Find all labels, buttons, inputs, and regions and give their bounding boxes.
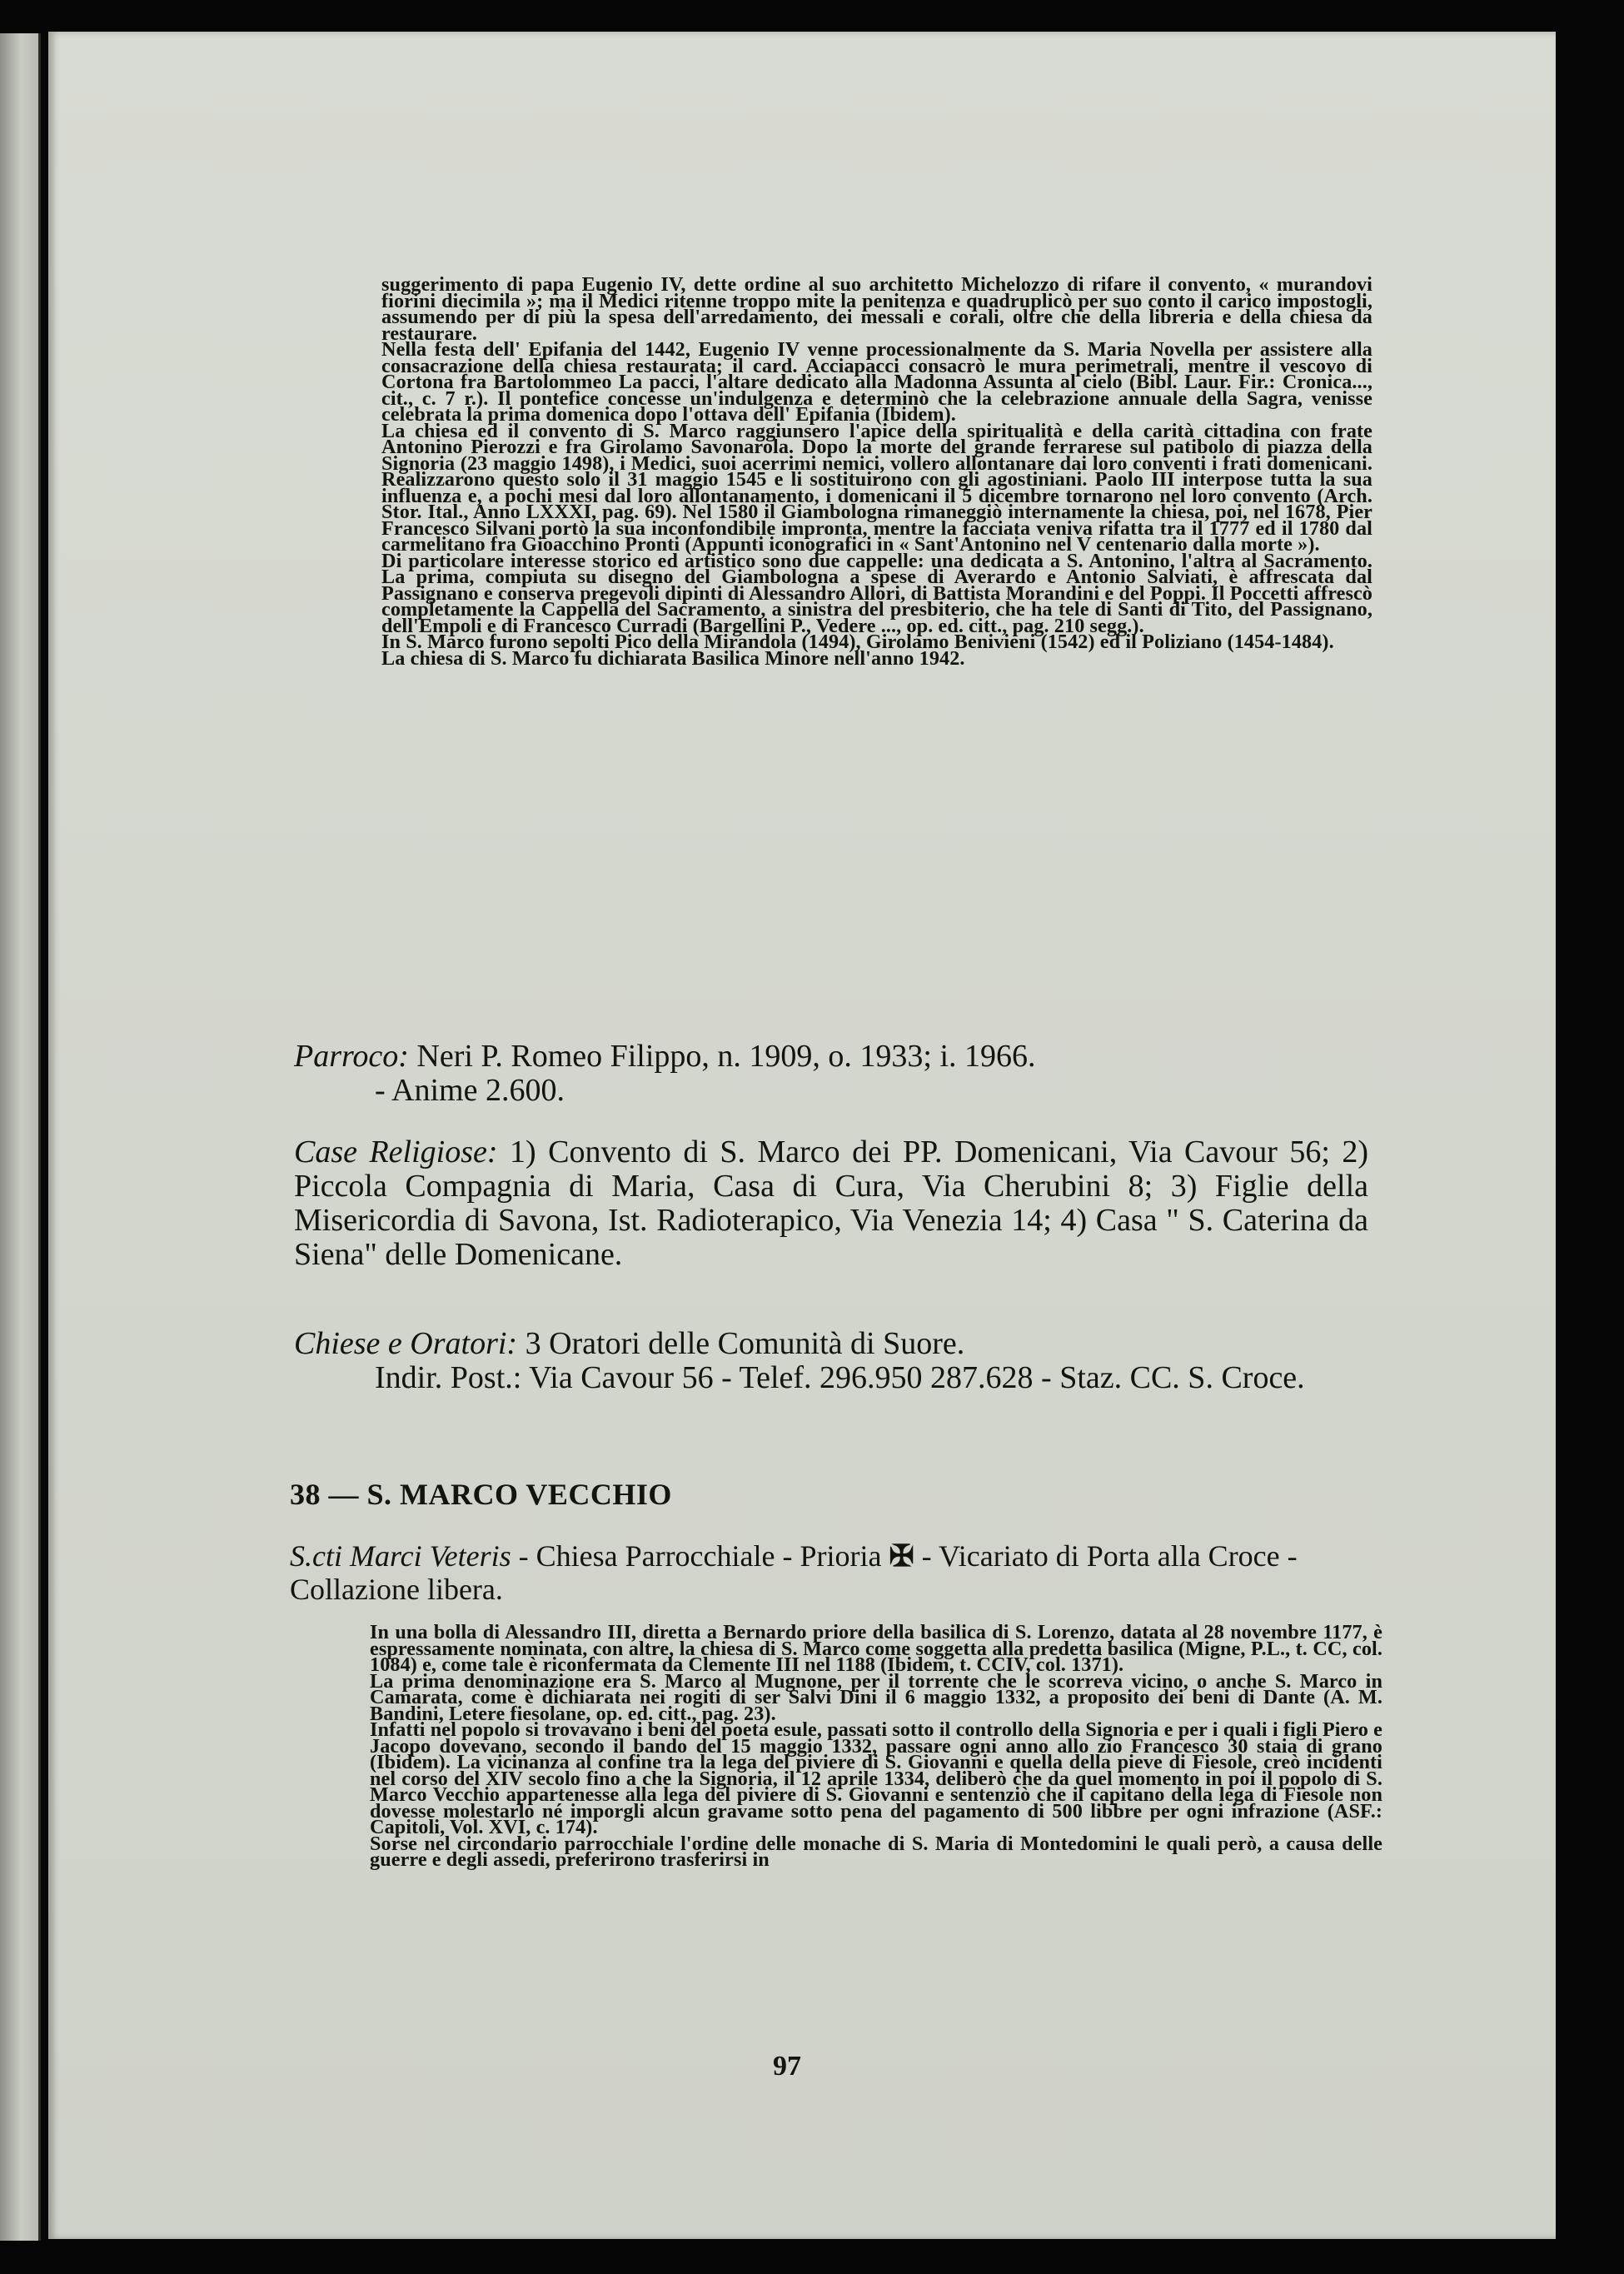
- parroco-text: Neri P. Romeo Filippo, n. 1909, o. 1933; i. 1966.: [416, 1039, 1036, 1074]
- left-page-edge: [0, 33, 41, 2241]
- paragraph: La prima denominazione era S. Marco al Mugnone, per il torrente che le scorreva vicino, o anche S. Marco in Camarata, come è dichiarata nei rogiti di ser Salvi Dini il 6 maggio 1332, a proposito dei beni di Dante (A. M. Bandini, Letere fiesolane, op. ed. citt., pag. 23).: [370, 1669, 1382, 1725]
- chiese-oratori-entry: [294, 1327, 1368, 1395]
- postal-address: Indir. Post.: Via Cavour 56 - Telef. 296.950 287.628 - Staz. CC. S. Croce.: [375, 1360, 1305, 1395]
- parroco-entry: [294, 1040, 1368, 1108]
- parroco-label: Parroco:: [294, 1039, 409, 1074]
- paragraph: La chiesa ed il convento di S. Marco raggiunsero l'apice della spiritualità e della carità cittadina con frate Antonino Pierozzi e fra Girolamo Savonarola. Dopo la morte del grande ferrarese sul patibolo di piazza della Signoria (23 maggio 1498), i Medici, suoi acerrimi nemici, vollero allontanare dai loro conventi i frati domenicani. Realizzarono questo solo il 31 maggio 1545 e li sostituirono con gli agostiniani. Paolo III interpose tutta la sua influenza e, a pochi mesi dal loro allontanamento, i domenicani il 5 dicembre tornarono nel loro convento (Arch. Stor. Ital., Anno LXXXI, pag. 69). Nel 1580 il Giambologna rimaneggiò internamente la chiesa, poi, nel 1678, Pier Francesco Silvani portò la sua inconfondibile impronta, mentre la facciata veniva rifatta tra il 1777 ed il 1780 dal carmelitano fra Gioacchino Pronti (Appunti iconografici in « Sant'Antonino nel V centenario dalla morte »).: [381, 419, 1372, 556]
- paragraph: In S. Marco furono sepolti Pico della Mirandola (1494), Girolamo Benivieni (1542) ed il Poliziano (1454-1484).: [381, 631, 1334, 653]
- paragraph: Sorse nel circondario parrocchiale l'ordine delle monache di S. Maria di Montedomini le quali però, a causa delle guerre e degli assedi, preferirono trasferirsi in: [370, 1832, 1382, 1871]
- church-latin-name: S.cti Marci Veteris: [290, 1539, 511, 1573]
- book-page: [48, 32, 1556, 2239]
- section-heading: 38 — S. MARCO VECCHIO: [290, 1478, 672, 1511]
- chiese-oratori-text: 3 Oratori delle Comunità di Suore.: [525, 1326, 965, 1361]
- church-type-text: - Chiesa Parrocchiale - Prioria: [518, 1539, 882, 1573]
- case-religiose-label: Case Religiose:: [294, 1135, 498, 1169]
- paragraph: La chiesa di S. Marco fu dichiarata Basilica Minore nell'anno 1942.: [381, 646, 965, 670]
- top-text-block: [381, 273, 1372, 670]
- cross-icon: ✠: [889, 1539, 914, 1573]
- paragraph: Di particolare interesse storico ed artistico sono due cappelle: una dedicata a S. Antonino, l'altra al Sacramento. La prima, compiuta su disegno del Giambologna a spese di Averardo e Antonio Salviati, è affrescata dal Passignano e conserva pregevoli dipinti di Alessandro Allori, di Battista Morandini e del Poppi. Il Poccetti affrescò completamente la Cappella del Sacramento, a sinistra del presbiterio, che ha tele di Santi di Tito, del Passignano, dell'Empoli e di Francesco Curradi (Bargellini P., Vedere ..., op. ed. citt., pag. 210 segg.).: [381, 549, 1372, 637]
- page-number: 97: [773, 2051, 801, 2082]
- vicariate-text: - Vicariato di Porta alla Croce - Collazione libera.: [290, 1539, 1298, 1606]
- parroco-anime: - Anime 2.600.: [375, 1073, 565, 1108]
- paragraph: Infatti nel popolo si trovavano i beni del poeta esule, passati sotto il controllo della Signoria e per i quali i figli Piero e Jacopo dovevano, secondo il bando del 15 maggio 1332, passare ogni anno allo zio Francesco 30 staia di grano (Ibidem). La vicinanza al confine tra la lega del piviere di S. Giovanni e quella della pieve di Fiesole, creò incidenti nel corso del XIV secolo fino a che la Signoria, il 12 aprile 1334, deliberò che da quel momento in poi il popolo di S. Marco Vecchio appartenesse alla lega del piviere di S. Giovanni e sentenziò che il capitano della lega di Fiesole non dovesse molestarlo né imporgli alcun gravame sotto pena del pagamento di 500 libbre per ogni infrazione (ASF.: Capitoli, Vol. XVI, c. 174).: [370, 1718, 1382, 1838]
- paragraph: Nella festa dell' Epifania del 1442, Eugenio IV venne processionalmente da S. Maria Novella per assistere alla consacrazione della chiesa restaurata; il card. Acciapacci consacrò le mura perimetrali, mentre il vescovo di Cortona fra Bartolommeo La pacci, l'altare dedicato alla Madonna Assunta al cielo (Bibl. Laur. Fir.: Cronica..., cit., c. 7 r.). Il pontefice concesse un'indulgenza e determinò che la celebrazione annuale della Sagra, venisse celebrata la prima domenica dopo l'ottava dell' Epifania (Ibidem).: [381, 338, 1372, 426]
- chiese-oratori-label: Chiese e Oratori:: [294, 1326, 518, 1361]
- case-religiose-entry: [294, 1135, 1368, 1272]
- bottom-text-block: [370, 1621, 1382, 1871]
- church-classification: [290, 1539, 1356, 1606]
- case-religiose-text: 1) Convento di S. Marco dei PP. Domenicani, Via Cavour 56; 2) Piccola Compagnia di Maria, Casa di Cura, Via Cherubini 8; 3) Figlie della Misericordia di Savona, Ist. Radioterapico, Via Venezia 14; 4) Casa " S. Caterina da Siena" delle Domenicane.: [294, 1135, 1369, 1272]
- paragraph: suggerimento di papa Eugenio IV, dette ordine al suo architetto Michelozzo di rifare il convento, « murandovi fiorini diecimila »; ma il Medici ritenne troppo mite la penitenza e quadruplicò per suo conto il carico impostogli, assumendo per di più la spesa dell'arredamento, dei messali e corali, oltre che della libreria e della chiesa da restaurare.: [381, 273, 1372, 345]
- paragraph: In una bolla di Alessandro III, diretta a Bernardo priore della basilica di S. Lorenzo, datata al 28 novembre 1177, è espressamente nominata, con altre, la chiesa di S. Marco come soggetta alla predetta basilica (Migne, P.L., t. CC, col. 1084) e, come tale è riconfermata da Clemente III nel 1188 (Ibidem, t. CCIV, col. 1371).: [370, 1621, 1382, 1676]
